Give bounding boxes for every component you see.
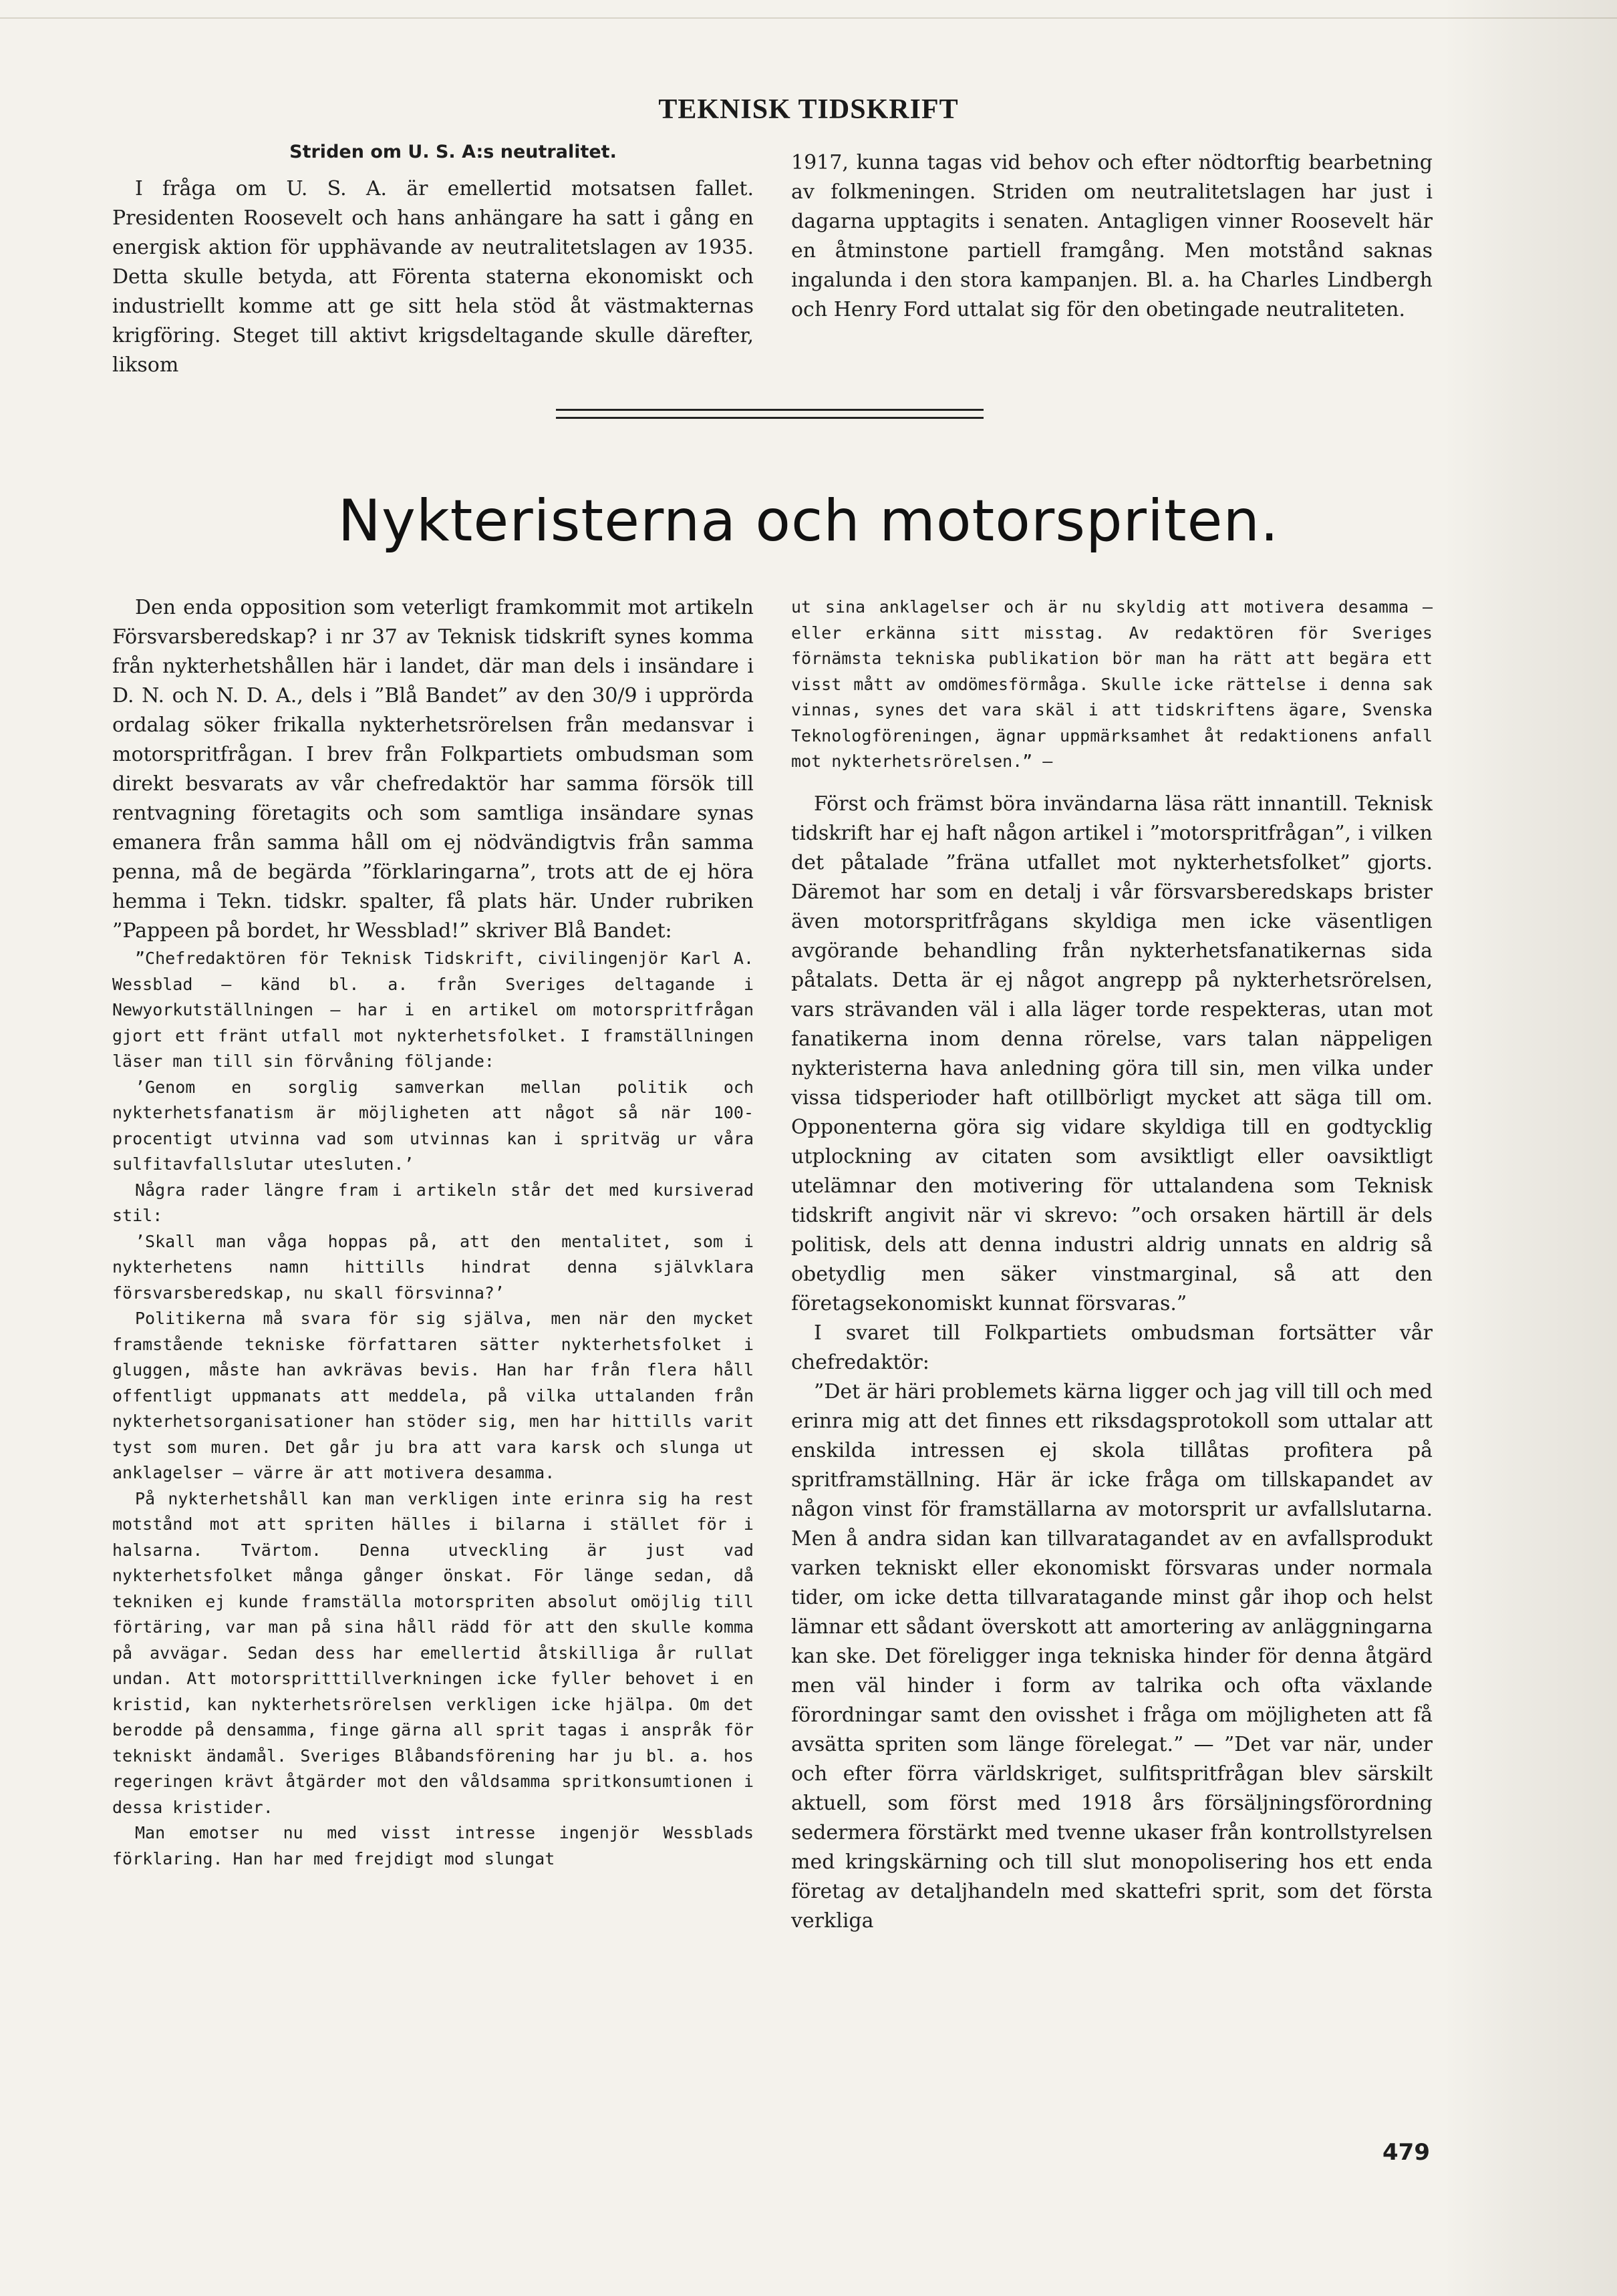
top-article-subheading: Striden om U. S. A:s neutralitet. bbox=[289, 142, 617, 162]
article-paragraph: ”Det är häri problemets kärna ligger och jag vill till och med erinra mig att det finnes ett riksdagsprotokoll som uttalar att enskilda intressen ej skola tillåtas profitera på spritframställning. Här är icke fråga om tillskapandet av någon vinst för framställarna av motorsprit ur avfallslutarna. Men å andra sidan kan tillvaratagandet av en avfallsprodukt varken tekniskt eller ekonomiskt försvaras under normala tider, om icke detta tillvaratagande minst går ihop och helst lämnar ett sådant överskott att amortering av anläggningarna kan ske. Det föreligger inga tekniska hinder för denna åtgärd men väl hinder i form av talrika och ofta växlande förordningar samt den ovisshet i fråga om möjligheten att få avsätta spriten som länge förelegat.” — ”Det var när, under och efter förra världskriget, sulfitspritfrågan blev särskilt aktuell, som först med 1918 års försäljningsförordning sedermera förstärkt med tvenne ukaser från kontrollstyrelsen med kringskärning och till slut monopolisering hos ett enda företag av detaljhandeln med skattefri sprit, som det första verkliga bbox=[791, 1379, 1433, 1933]
article-paragraph: ”Chefredaktören för Teknisk Tidskrift, civilingenjör Karl A. Wessblad — känd bl. a. från Sveriges deltagande i Newyorkutställningen — har i en artikel om motorspritfrågan gjort ett fränt utfall mot nykterhetsfolket. I framställningen läser man till sin förvåning följande: bbox=[112, 949, 754, 1071]
top-article-right-paragraph: 1917, kunna tagas vid behov och efter nödtorftig bearbetning av folkmeningen. Striden om neutralitetslagen har just i dagarna upptagits i senaten. Antagligen vinner Roosevelt här en åtminstone partiell framgång. Men motstånd saknas ingalunda i den stora kampanjen. Bl. a. ha Charles Lindbergh och Henry Ford uttalat sig för den obetingade neutraliteten. bbox=[791, 151, 1433, 321]
article-paragraph: På nykterhetshåll kan man verkligen inte erinra sig ha rest motstånd mot att spriten hälles i bilarna i stället för i halsarna. Tvärtom. Denna utveckling är just vad nykterhetsfolket många gånger önskat. För länge sedan, då tekniken ej kunde framställa motorspriten absolut omöjlig till förtäring, var man på sina håll rädd för att den skulle komma på avvägar. Sedan dess har emellertid åtskilliga år rullat undan. Att motorspritttillverkningen icke fyller behovet i en kristid, kan nykterhetsrörelsen verkligen icke hjälpa. Om det berodde på densamma, finge gärna all sprit tagas i anspråk för tekniskt ändamål. Sveriges Blåbandsförening har ju bl. a. hos regeringen krävt åtgärder mot den våldsamma spritkonsumtionen i dessa kristider. bbox=[112, 1488, 754, 1817]
article-paragraph: I svaret till Folkpartiets ombudsman fortsätter vår chefredaktör: bbox=[791, 1321, 1433, 1374]
article-paragraph: Först och främst böra invändarna läsa rätt innantill. Teknisk tidskrift har ej haft någon artikel i ”motorspritfrågan”, i vilken det påtalade ”fräna utfallet mot nykterhetsfolket” gjorts. Däremot har som en detalj i vår försvarsberedskaps brister även motorspritfrågans skyldiga men icke väsentligen avgörande behandling från nykterhetsfanatikernas sida påtalats. Detta är ej något angrepp på nykterhetsrörelsen, vars strävanden väl i alla läger torde respekteras, utan mot fanatikerna inom denna rörelse, vars talan näppeligen nykteristerna hava anledning göra till sin, men vilka under vissa tidsperioder haft otillbörligt mycket att säga till om. Opponenterna göra sig vidare skyldiga till en godtycklig utplockning av citaten som avsiktligt eller oavsiktligt utelämnar den motivering för uttalandena som Teknisk tidskrift angivit när vi skrevo: ”och orsaken härtill är dels politisk, dels att denna industri aldrig unnats en aldrig så obetydlig men säker vinstmarginal, så att den företagsekonomiskt kunnat försvaras.” bbox=[791, 792, 1433, 1315]
article-left-column bbox=[112, 593, 754, 1872]
paragraph-gap bbox=[791, 775, 1433, 790]
article-paragraph: Man emotser nu med visst intresse ingenjör Wessblads förklaring. Han har med frejdigt mod slungat bbox=[112, 1823, 754, 1868]
top-article-right-column bbox=[791, 148, 1433, 325]
journal-title: TEKNISK TIDSKRIFT bbox=[658, 94, 959, 125]
section-divider-rule bbox=[556, 417, 984, 419]
article-right-column bbox=[791, 595, 1433, 1936]
top-article-left-paragraph: I fråga om U. S. A. är emellertid motsatsen fallet. Presidenten Roosevelt och hans anhängare ha satt i gång en energisk aktion för upphävande av neutralitetslagen av 1935. Detta skulle betyda, att Förenta staterna ekonomiskt och industriellt komme att ge sitt hela stöd åt västmakternas krigföring. Steget till aktivt krigsdeltagande skulle därefter, liksom bbox=[112, 177, 754, 377]
article-paragraph: Den enda opposition som veterligt framkommit mot artikeln Försvarsberedskap? i nr 37 av Teknisk tidskrift synes komma från nykterhetshållen här i landet, där man dels i insändare i D. N. och N. D. A., dels i ”Blå Bandet” av den 30/9 i upprörda ordalag söker frikalla nykterhetsrörelsen från medansvar i motorspritfrågan. I brev från Folkpartiets ombudsman som direkt besvarats av vår chefredaktör har samma försök till rentvagning företagits och som samtliga insändare synas emanera från samma håll om ej nödvändigtvis från samma penna, må de begärda ”förklaringarna”, trots att de ej höra hemma i Tekn. tidskr. spalter, få plats här. Under rubriken ”Pappeen på bordet, hr Wessblad!” skriver Blå Bandet: bbox=[112, 596, 754, 943]
section-divider-rule bbox=[556, 409, 984, 411]
article-paragraph: Några rader längre fram i artikeln står det med kursiverad stil: bbox=[112, 1180, 754, 1225]
article-headline: Nykteristerna och motorspriten. bbox=[337, 488, 1280, 554]
page-top-edge bbox=[0, 0, 1617, 19]
article-paragraph: ’Skall man våga hoppas på, att den mentalitet, som i nykterhetens namn hittills hindrat denna självklara försvarsberedskap, nu skall försvinna?’ bbox=[112, 1231, 754, 1303]
top-article-left-column bbox=[112, 142, 754, 380]
page-number: 479 bbox=[1382, 2139, 1430, 2166]
article-paragraph: Politikerna må svara för sig själva, men när den mycket framstående tekniske författaren sätter nykterhetsfolket i gluggen, måste han avkrävas bevis. Han har från flera håll offentligt uppmanats att meddela, på vilka uttalanden från nykterhetsorganisationer han stöder sig, men har hittills varit tyst som muren. Det går ju bra att vara karsk och slunga ut anklagelser — värre är att motivera desamma. bbox=[112, 1309, 754, 1482]
page-shadow-edge bbox=[1442, 0, 1617, 2296]
article-paragraph: ’Genom en sorglig samverkan mellan politik och nykterhetsfanatism är möjligheten att något så när 100-procentigt utvinna vad som utvinnas kan i spritväg ur våra sulfitavfallslutar utesluten.’ bbox=[112, 1077, 754, 1174]
article-paragraph: ut sina anklagelser och är nu skyldig att motivera desamma — eller erkänna sitt misstag. Av redaktören för Sveriges förnämsta tekniska publikation bör man ha rätt att begära ett visst mått av omdömesförmåga. Skulle icke rättelse i denna sak vinnas, synes det vara skäl i att tidskriftens ägare, Svenska Teknologföreningen, ägnar uppmärksamhet åt redaktionens anfall mot nykterhetsrörelsen.” — bbox=[791, 597, 1433, 771]
